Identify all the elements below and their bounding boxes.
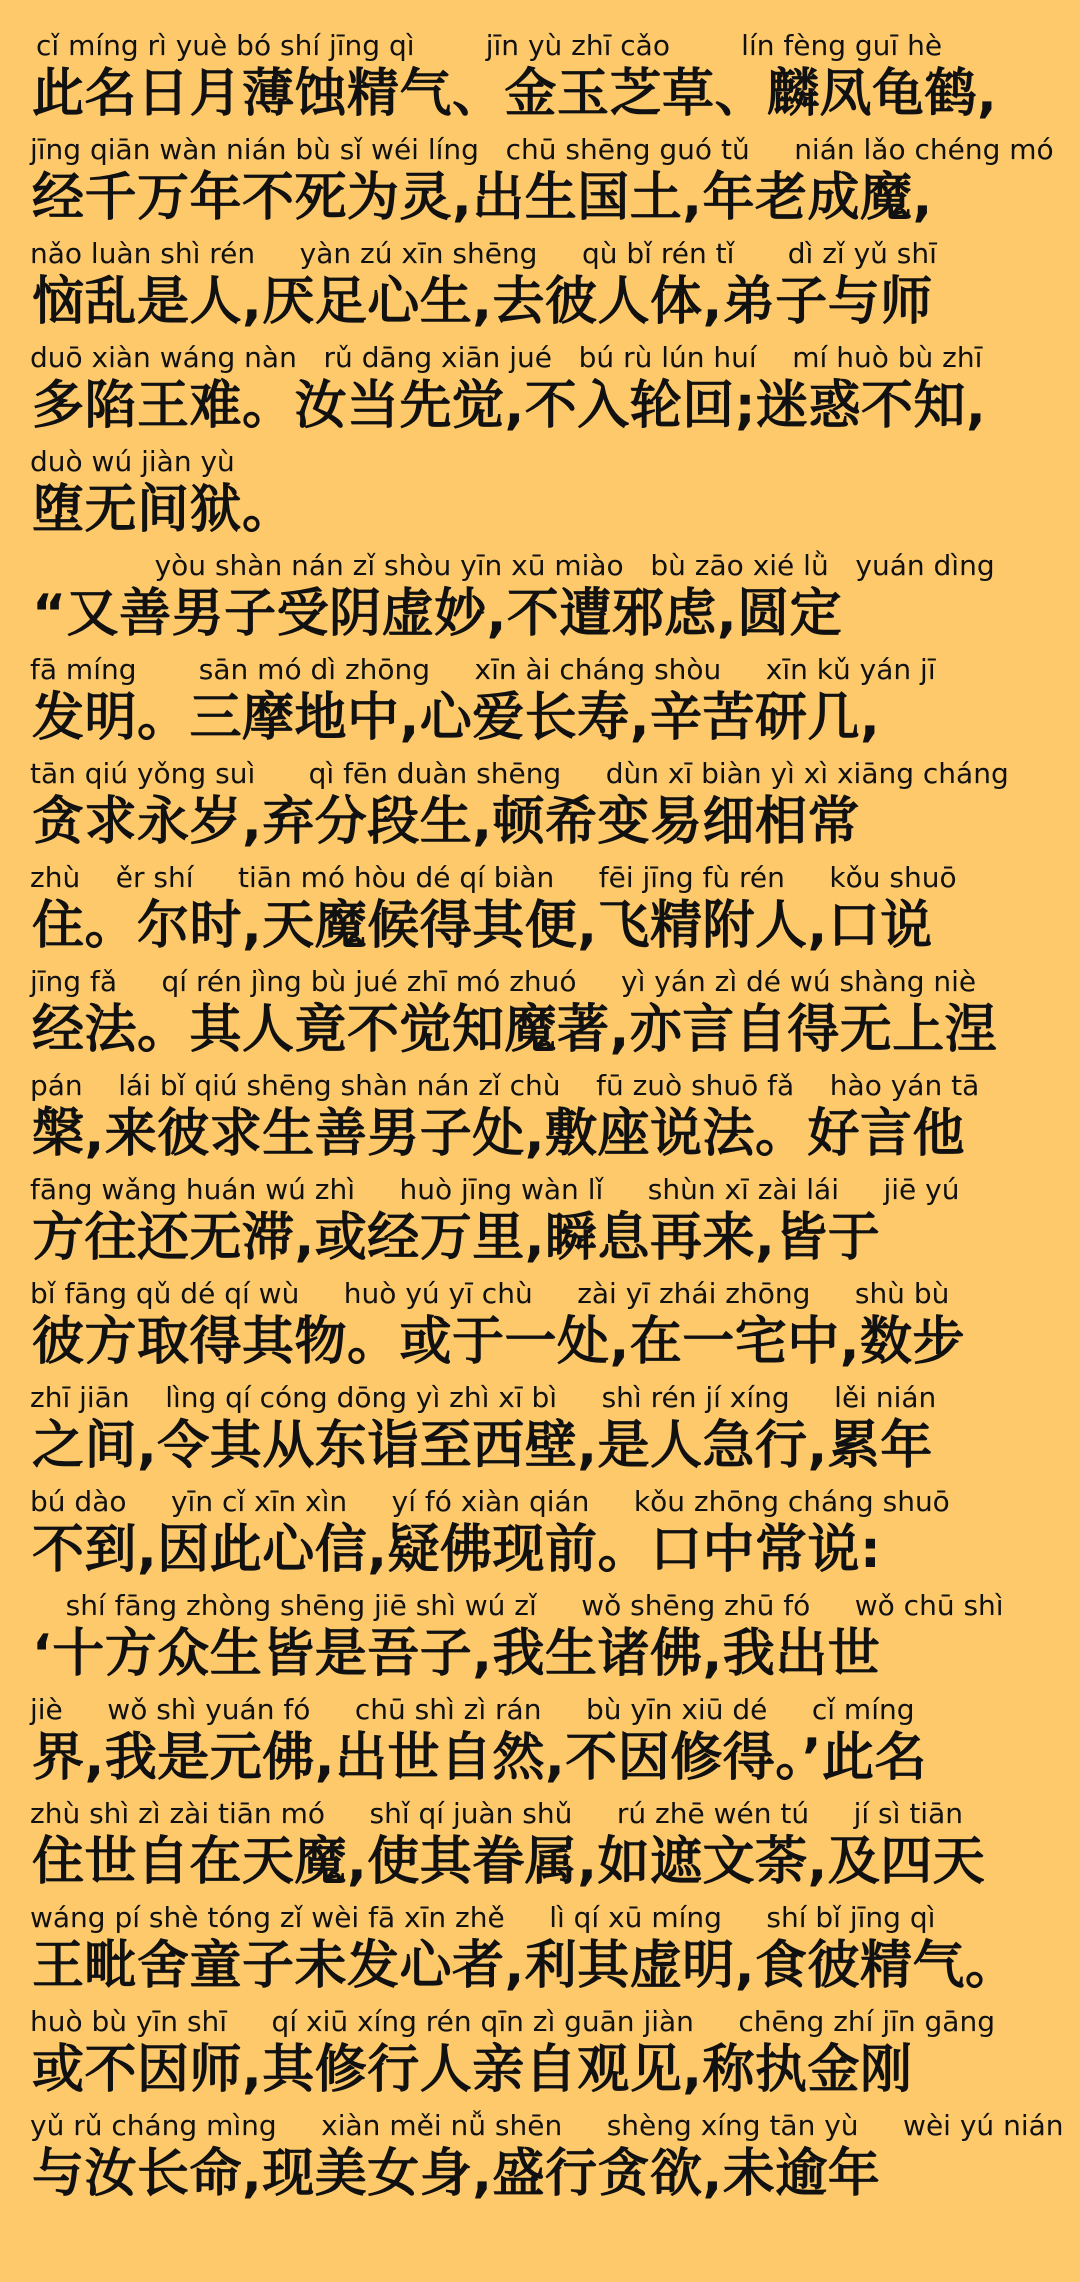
pinyin-line: tān qiú yǒng suì qì fēn duàn shēng dùn xī biàn yì xì xiāng cháng (30, 757, 1009, 790)
pinyin-line: zhù ěr shí tiān mó hòu dé qí biàn fēi jīng fù rén kǒu shuō (30, 861, 957, 894)
text-line (0, 132, 1080, 236)
hanzi-line: 彼方取得其物。或于一处,在一宅中,数步 (32, 1312, 966, 1372)
hanzi-line: 与汝长命,现美女身,盛行贪欲,未逾年 (32, 2144, 881, 2204)
text-line (0, 1692, 1080, 1796)
pinyin-line: yòu shàn nán zǐ shòu yīn xū miào bù zāo xié lǜ yuán dìng (30, 549, 995, 582)
hanzi-line: 多陷王难。汝当先觉,不入轮回;迷惑不知, (32, 376, 987, 436)
pinyin-line: jīng fǎ qí rén jìng bù jué zhī mó zhuó yì yán zì dé wú shàng niè (30, 965, 977, 998)
hanzi-line: 堕无间狱。 (32, 480, 295, 540)
pinyin-line: pán lái bǐ qiú shēng shàn nán zǐ chù fū zuò shuō fǎ hào yán tā (30, 1069, 980, 1102)
text-line (0, 1796, 1080, 1900)
hanzi-line: 不到,因此心信,疑佛现前。口中常说: (32, 1520, 882, 1580)
text-line (0, 1380, 1080, 1484)
pinyin-line: fā míng sān mó dì zhōng xīn ài cháng shòu xīn kǔ yán jī (30, 653, 936, 686)
text-line (0, 28, 1080, 132)
text-line (0, 652, 1080, 756)
hanzi-line: 方往还无滞,或经万里,瞬息再来,皆于 (32, 1208, 881, 1268)
pinyin-line: zhī jiān lìng qí cóng dōng yì zhì xī bì shì rén jí xíng lěi nián (30, 1381, 937, 1414)
hanzi-line: 经千万年不死为灵,出生国土,年老成魔, (32, 168, 933, 228)
pinyin-line: huò bù yīn shī qí xiū xíng rén qīn zì guān jiàn chēng zhí jīn gāng (30, 2005, 995, 2038)
pinyin-line: yǔ rǔ cháng mìng xiàn měi nǚ shēn shèng xíng tān yù wèi yú nián (30, 2109, 1064, 2142)
hanzi-line: 王毗舍童子未发心者,利其虚明,食彼精气。 (32, 1936, 1018, 1996)
hanzi-line: 此名日月薄蚀精气、金玉芝草、麟凤龟鹤, (32, 64, 998, 124)
pinyin-line: bǐ fāng qǔ dé qí wù huò yú yī chù zài yī zhái zhōng shù bù (30, 1277, 950, 1310)
hanzi-line: 发明。三摩地中,心爱长寿,辛苦研几, (32, 688, 881, 748)
pinyin-line: shí fāng zhòng shēng jiē shì wú zǐ wǒ shēng zhū fó wǒ chū shì (30, 1589, 1004, 1622)
text-line (0, 444, 1080, 548)
text-line (0, 2004, 1080, 2108)
hanzi-line: 住世自在天魔,使其眷属,如遮文荼,及四天 (32, 1832, 986, 1892)
pinyin-line: duō xiàn wáng nàn rǔ dāng xiān jué bú rù lún huí mí huò bù zhī (30, 341, 983, 374)
text-line (0, 236, 1080, 340)
pinyin-line: bú dào yīn cǐ xīn xìn yí fó xiàn qián kǒu zhōng cháng shuō (30, 1485, 950, 1518)
text-line (0, 964, 1080, 1068)
hanzi-line: 贪求永岁,弃分段生,顿希变易细相常 (32, 792, 861, 852)
pinyin-line: nǎo luàn shì rén yàn zú xīn shēng qù bǐ rén tǐ dì zǐ yǔ shī (30, 237, 937, 270)
text-line (0, 340, 1080, 444)
pinyin-line: jiè wǒ shì yuán fó chū shì zì rán bù yīn xiū dé cǐ míng (30, 1693, 915, 1726)
text-line (0, 1900, 1080, 2004)
pinyin-line: duò wú jiàn yù (30, 445, 235, 478)
text-line (0, 1588, 1080, 1692)
text-line (0, 860, 1080, 964)
hanzi-line: 恼乱是人,厌足心生,去彼人体,弟子与师 (32, 272, 933, 332)
pinyin-line: fāng wǎng huán wú zhì huò jīng wàn lǐ shùn xī zài lái jiē yú (30, 1173, 960, 1206)
text-line (0, 548, 1080, 652)
hanzi-line: 经法。其人竟不觉知魔著,亦言自得无上涅 (32, 1000, 998, 1060)
hanzi-line: “又善男子受阴虚妙,不遭邪虑,圆定 (32, 584, 843, 644)
hanzi-line: 之间,令其从东诣至西壁,是人急行,累年 (32, 1416, 933, 1476)
text-line (0, 2108, 1080, 2212)
text-line (0, 1276, 1080, 1380)
hanzi-line: ‘十方众生皆是吾子,我生诸佛,我出世 (32, 1624, 881, 1684)
text-line (0, 1068, 1080, 1172)
text-line (0, 1172, 1080, 1276)
hanzi-line: 住。尔时,天魔候得其便,飞精附人,口说 (32, 896, 933, 956)
text-line (0, 1484, 1080, 1588)
pinyin-line: jīng qiān wàn nián bù sǐ wéi líng chū shēng guó tǔ nián lǎo chéng mó (30, 133, 1054, 166)
pinyin-line: wáng pí shè tóng zǐ wèi fā xīn zhě lì qí xū míng shí bǐ jīng qì (30, 1901, 936, 1934)
pinyin-line: cǐ míng rì yuè bó shí jīng qì jīn yù zhī cǎo lín fèng guī hè (36, 29, 943, 62)
hanzi-line: 界,我是元佛,出世自然,不因修得。’此名 (32, 1728, 928, 1788)
hanzi-line: 槃,来彼求生善男子处,敷座说法。好言他 (32, 1104, 966, 1164)
pinyin-line: zhù shì zì zài tiān mó shǐ qí juàn shǔ rú zhē wén tú jí sì tiān (30, 1797, 963, 1830)
text-line (0, 756, 1080, 860)
hanzi-line: 或不因师,其修行人亲自观见,称执金刚 (32, 2040, 913, 2100)
